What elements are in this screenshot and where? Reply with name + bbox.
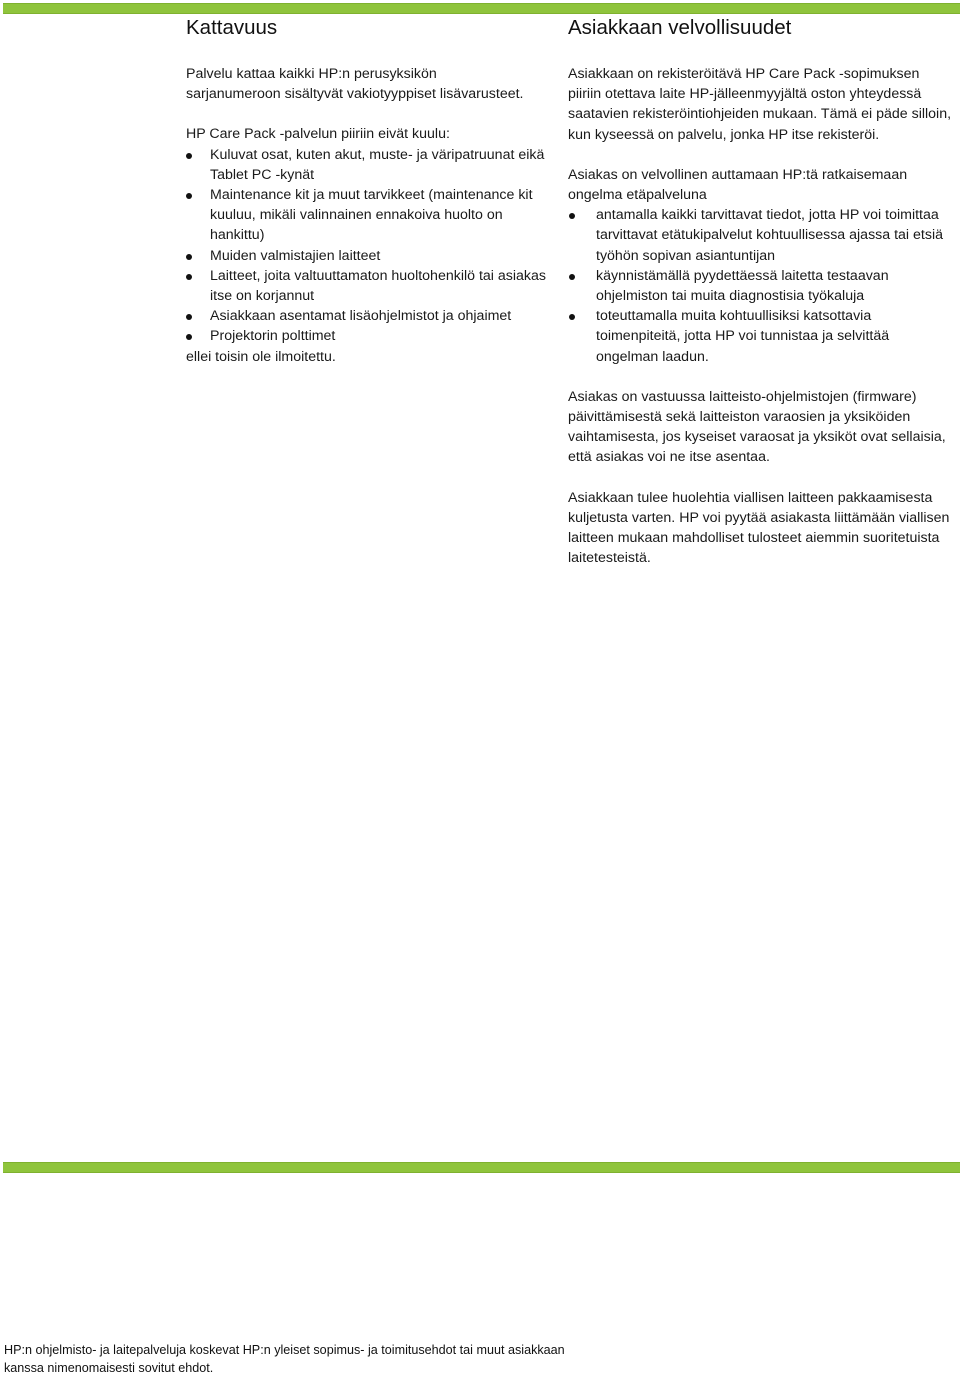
list-item-text: Asiakkaan asentamat lisäohjelmistot ja ohjaimet [210, 308, 512, 325]
list-item-text: käynnistämällä pyydettäessä laitetta testaavan ohjelmiston tai muita diagnostisia työkaluja [596, 267, 889, 305]
coverage-intro-line1: Palvelu kattaa kaikki HP:n perusyksikön [186, 66, 437, 82]
bullet-icon [186, 193, 192, 199]
bottom-divider-bar [3, 1162, 960, 1173]
obligations-title: Asiakkaan velvollisuudet [568, 16, 792, 39]
firmware-paragraph: Asiakas on vastuussa laitteisto-ohjelmistojen (firmware) päivittämisestä sekä laitteiston varaosien ja yksiköiden vaihtamisesta, jos kyseiset varaosat ja yksiköt ovat sellaisia, että asiakas voi ne itse asentaa. [568, 388, 946, 466]
bullet-icon [186, 334, 192, 340]
registration-paragraph: Asiakkaan on rekisteröitävä HP Care Pack -sopimuksen piiriin otettava laite HP-jälleenmyyjältä oston yhteydessä saatavien rekisteröintiohjeiden mukaan. Tämä ei päde silloin, kun kyseessä on palvelu, jonka HP itse rekisteröi. [568, 66, 952, 143]
list-item-text: antamalla kaikki tarvittavat tiedot, jotta HP voi toimittaa tarvittavat etätukipalvelut kohtuullisessa ajassa tai etsiä työhön sopivan asiantuntijan [596, 207, 943, 264]
bullet-icon [569, 213, 575, 219]
list-item-text: Projektorin polttimet [210, 328, 336, 345]
customer-obligations-column [568, 14, 954, 568]
list-item [186, 145, 558, 185]
list-item-text: Muiden valmistajien laitteet [210, 247, 381, 264]
list-item-text: Maintenance kit ja muut tarvikkeet (maintenance kit kuuluu, mikäli valinnainen ennakoiva huolto on hankittu) [210, 187, 533, 244]
footer-line1: HP:n ohjelmisto- ja laitepalveluja koskevat HP:n yleiset sopimus- ja toimitusehdot tai muut asiakkaan [4, 1343, 565, 1357]
bullet-icon [186, 274, 192, 280]
list-item [186, 326, 558, 346]
exclusions-heading: HP Care Pack -palvelun piiriin eivät kuulu: [186, 126, 450, 143]
footer-note [4, 1342, 604, 1377]
bullet-icon [186, 314, 192, 320]
bullet-icon [186, 153, 192, 159]
list-item [186, 246, 558, 266]
list-item [186, 185, 558, 246]
remote-support-paragraph: Asiakas on velvollinen auttamaan HP:tä ratkaisemaan ongelma etäpalveluna [568, 166, 908, 204]
list-item [186, 306, 558, 326]
list-item [568, 266, 954, 306]
exclusions-closing: ellei toisin ole ilmoitettu. [186, 348, 336, 365]
list-item-text: toteuttamalla muita kohtuullisiksi katsottavia toimenpiteitä, jotta HP voi tunnistaa ja selvittää ongelman laadun. [596, 308, 890, 365]
coverage-column [186, 14, 558, 367]
bullet-icon [186, 254, 192, 260]
bullet-icon [569, 314, 575, 320]
list-item [186, 266, 558, 306]
list-item [568, 306, 954, 367]
coverage-intro-line2: sarjanumeroon sisältyvät vakiotyyppiset lisävarusteet. [186, 86, 524, 103]
list-item [568, 205, 954, 266]
coverage-title: Kattavuus [186, 16, 278, 39]
footer-line2: kanssa nimenomaisesti sovitut ehdot. [4, 1360, 214, 1375]
exclusions-list [186, 145, 558, 347]
list-item-text: Kuluvat osat, kuten akut, muste- ja väripatruunat eikä Tablet PC -kynät [210, 146, 545, 183]
top-divider-bar [3, 3, 960, 14]
bullet-icon [569, 274, 575, 280]
remote-support-list [568, 205, 954, 367]
coverage-intro [186, 64, 558, 104]
list-item-text: Laitteet, joita valtuuttamaton huoltohenkilö tai asiakas itse on korjannut [210, 267, 546, 305]
packaging-paragraph: Asiakkaan tulee huolehtia viallisen laitteen pakkaamisesta kuljetusta varten. HP voi pyytää asiakasta liittämään viallisen laitteen mukaan mahdolliset tulosteet aiemmin suoritetuista laitetesteistä. [568, 489, 950, 567]
